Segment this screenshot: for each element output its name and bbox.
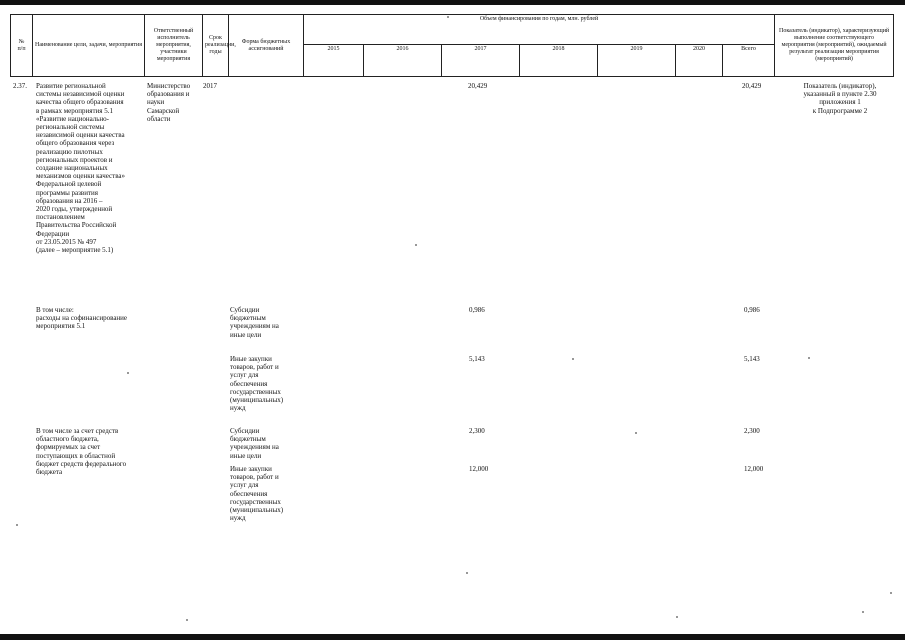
header-year: 2016 bbox=[364, 45, 442, 77]
header-total: Всего bbox=[723, 45, 775, 77]
scan-speck bbox=[808, 357, 810, 359]
header-year: 2015 bbox=[304, 45, 364, 77]
header-year: 2017 bbox=[442, 45, 520, 77]
funding-table bbox=[10, 14, 903, 77]
sub2-form-b: Иные закупки товаров, работ и услуг для обеспечения государственных (муниципальных) нужд bbox=[230, 465, 284, 523]
sub1-value-b: 5,143 bbox=[469, 355, 485, 363]
header-period: Срок реализации, годы bbox=[203, 15, 229, 77]
scan-speck bbox=[635, 432, 637, 434]
header-executor: Ответственный исполнитель мероприятия, участники мероприятия bbox=[145, 15, 203, 77]
sub1-form-b: Иные закупки товаров, работ и услуг для обеспечения государственных (муниципальных) нужд bbox=[230, 355, 284, 413]
sub2-total-a: 2,300 bbox=[744, 427, 760, 435]
scan-speck bbox=[890, 592, 892, 594]
header-name: Наименование цели, задачи, мероприятия bbox=[33, 15, 145, 77]
scan-bottom-edge bbox=[0, 634, 905, 640]
scan-top-edge bbox=[0, 0, 905, 5]
sub1-form-a: Субсидии бюджетным учреждениям на иные цели bbox=[230, 306, 279, 339]
scan-speck bbox=[466, 572, 468, 574]
scan-speck bbox=[862, 611, 864, 613]
header-year: 2020 bbox=[676, 45, 723, 77]
scan-speck bbox=[447, 16, 449, 18]
sub1-total-b: 5,143 bbox=[744, 355, 760, 363]
scan-speck bbox=[16, 524, 18, 526]
sub2-value-b: 12,000 bbox=[469, 465, 489, 473]
row-name: Развитие региональной системы независимой оценки качества общего образования в рамках мероприятия 5.1 «Развитие национально- региональной системы независимой оценки качества общего образования через реализацию пилотных региональных проектов и создание национальных механизмов оценки качества» Федеральной целевой программы развития образования на 2016 – 2020 годы, утвержденной постановлением Правительства Российской Федерации от 23.05.2015 № 497 (далее – мероприятие 5.1) bbox=[36, 82, 126, 255]
sub2-value-a: 2,300 bbox=[469, 427, 485, 435]
sub1-total-a: 0,986 bbox=[744, 306, 760, 314]
header-funding: Объем финансирования по годам, млн. рублей bbox=[304, 15, 775, 45]
sub1-value-a: 0,986 bbox=[469, 306, 485, 314]
row-indicator: Показатель (индикатор), указанный в пункте 2.30 приложения 1 к Подпрограмме 2 bbox=[803, 82, 877, 115]
sub1-label: В том числе: расходы на софинансирование мероприятия 5.1 bbox=[36, 306, 128, 331]
sub2-label: В том числе за счет средств областного бюджета, формируемых за счет поступающих в областной бюджет средств федерального бюджета bbox=[36, 427, 127, 477]
row-value-2017: 20,429 bbox=[468, 82, 488, 90]
header-year: 2018 bbox=[520, 45, 598, 77]
scan-speck bbox=[186, 619, 188, 621]
scan-speck bbox=[676, 616, 678, 618]
header-year: 2019 bbox=[598, 45, 676, 77]
row-executor: Министерство образования и науки Самарской области bbox=[147, 82, 191, 123]
scan-speck bbox=[572, 358, 574, 360]
row-total: 20,429 bbox=[742, 82, 762, 90]
scan-speck bbox=[415, 244, 417, 246]
header-indicator: Показатель (индикатор), характеризующий выполнение соответствующего мероприятия (мероприятий), ожидаемый результат реализации мероприятия (мероприятий) bbox=[775, 15, 894, 77]
header-number: № п/п bbox=[11, 15, 33, 77]
sub2-total-b: 12,000 bbox=[744, 465, 764, 473]
row-number: 2.37. bbox=[13, 82, 27, 90]
header-form: Форма бюджетных ассигнований bbox=[229, 15, 304, 77]
sub2-form-a: Субсидии бюджетным учреждениям на иные цели bbox=[230, 427, 279, 460]
table-header bbox=[10, 14, 894, 77]
scan-speck bbox=[127, 372, 129, 374]
row-period: 2017 bbox=[203, 82, 217, 90]
